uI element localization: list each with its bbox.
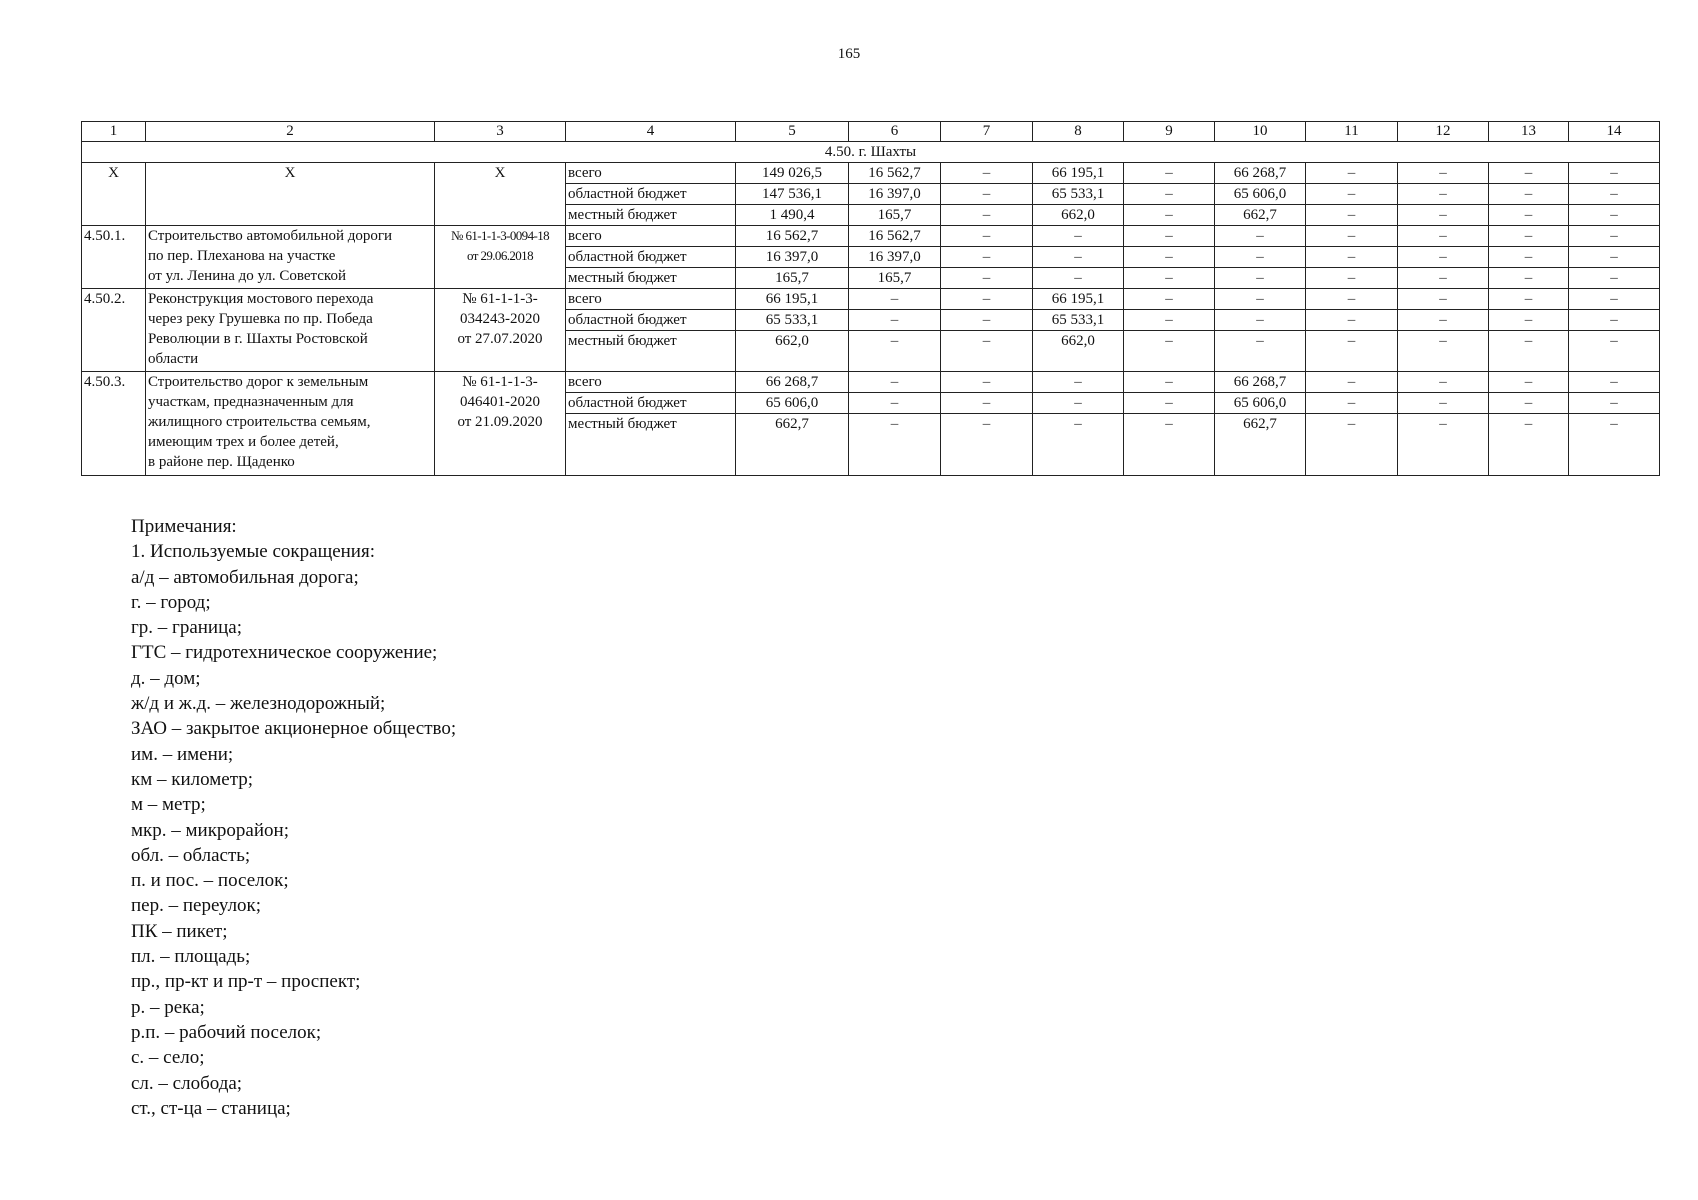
value-cell: – bbox=[941, 331, 1033, 372]
value-cell: – bbox=[1306, 372, 1398, 393]
abbreviation-line: а/д – автомобильная дорога; bbox=[131, 566, 359, 588]
header-cell: 6 bbox=[849, 122, 941, 142]
code-line: 046401-2020 bbox=[460, 394, 540, 410]
value-cell: – bbox=[1489, 184, 1569, 205]
code-line: № 61-1-1-3-0094-18 bbox=[451, 228, 549, 243]
value-cell: 66 268,7 bbox=[1215, 372, 1306, 393]
value-cell: – bbox=[1398, 372, 1489, 393]
value-cell: 66 195,1 bbox=[1033, 163, 1124, 184]
desc-line: через реку Грушевка по пр. Победа bbox=[148, 311, 373, 327]
abbreviation-line: р.п. – рабочий поселок; bbox=[131, 1021, 322, 1043]
value-cell: – bbox=[941, 163, 1033, 184]
value-cell: 662,7 bbox=[1215, 205, 1306, 226]
code-line: от 29.06.2018 bbox=[467, 248, 533, 263]
value-cell: – bbox=[1489, 268, 1569, 289]
desc-line: жилищного строительства семьям, bbox=[148, 414, 371, 430]
funding-type: всего bbox=[566, 372, 736, 393]
desc-line: области bbox=[148, 351, 199, 367]
value-cell: – bbox=[1124, 184, 1215, 205]
value-cell: – bbox=[1489, 414, 1569, 476]
value-cell: 16 397,0 bbox=[849, 184, 941, 205]
desc-line: Строительство автомобильной дороги bbox=[148, 228, 393, 244]
desc-line: Строительство дорог к земельным bbox=[148, 374, 369, 390]
header-cell: 10 bbox=[1215, 122, 1306, 142]
value-cell: – bbox=[941, 289, 1033, 310]
value-cell: – bbox=[1033, 372, 1124, 393]
desc-line: от ул. Ленина до ул. Советской bbox=[148, 268, 346, 284]
header-cell: 7 bbox=[941, 122, 1033, 142]
funding-type: областной бюджет bbox=[566, 247, 736, 268]
section-title: 4.50. г. Шахты bbox=[82, 142, 1660, 163]
value-cell: – bbox=[1569, 205, 1660, 226]
item-description bbox=[146, 372, 435, 476]
table-row bbox=[82, 163, 1660, 184]
value-cell: – bbox=[941, 372, 1033, 393]
funding-type: всего bbox=[566, 163, 736, 184]
code-line: № 61-1-1-3- bbox=[462, 291, 538, 307]
value-cell: – bbox=[1489, 310, 1569, 331]
value-cell: – bbox=[1569, 268, 1660, 289]
table-header bbox=[82, 122, 1660, 142]
value-cell: 165,7 bbox=[849, 268, 941, 289]
total-col2: Х bbox=[146, 163, 435, 226]
notes-subtitle: 1. Используемые сокращения: bbox=[131, 541, 375, 563]
value-cell: – bbox=[1033, 268, 1124, 289]
value-cell: – bbox=[1033, 247, 1124, 268]
table-body bbox=[82, 142, 1660, 476]
desc-line: по пер. Плеханова на участке bbox=[148, 248, 336, 264]
value-cell: – bbox=[1489, 393, 1569, 414]
funding-type: областной бюджет bbox=[566, 184, 736, 205]
item-description bbox=[146, 226, 435, 289]
value-cell: – bbox=[1569, 226, 1660, 247]
value-cell: – bbox=[1124, 226, 1215, 247]
table-row bbox=[82, 226, 1660, 247]
value-cell: 147 536,1 bbox=[736, 184, 849, 205]
header-cell: 8 bbox=[1033, 122, 1124, 142]
funding-type: всего bbox=[566, 226, 736, 247]
total-col3: Х bbox=[435, 163, 566, 226]
abbreviation-line: р. – река; bbox=[131, 996, 205, 1018]
value-cell: – bbox=[1306, 393, 1398, 414]
value-cell: 165,7 bbox=[736, 268, 849, 289]
header-cell: 14 bbox=[1569, 122, 1660, 142]
value-cell: 662,7 bbox=[1215, 414, 1306, 476]
value-cell: – bbox=[1124, 414, 1215, 476]
header-cell: 11 bbox=[1306, 122, 1398, 142]
value-cell: 65 533,1 bbox=[736, 310, 849, 331]
value-cell: – bbox=[1569, 372, 1660, 393]
abbreviation-line: им. – имени; bbox=[131, 743, 234, 765]
desc-line: Реконструкция мостового перехода bbox=[148, 291, 374, 307]
item-id: 4.50.2. bbox=[82, 289, 146, 372]
value-cell: – bbox=[1569, 289, 1660, 310]
value-cell: – bbox=[1306, 414, 1398, 476]
value-cell: – bbox=[849, 331, 941, 372]
abbreviation-line: г. – город; bbox=[131, 591, 211, 613]
value-cell: – bbox=[1124, 331, 1215, 372]
abbreviation-line: пер. – переулок; bbox=[131, 895, 262, 917]
header-cell: 3 bbox=[435, 122, 566, 142]
abbreviation-line: д. – дом; bbox=[131, 667, 201, 689]
value-cell: – bbox=[1489, 205, 1569, 226]
header-row bbox=[82, 122, 1660, 142]
abbreviation-line: ст., ст-ца – станица; bbox=[131, 1097, 291, 1119]
value-cell: – bbox=[1398, 247, 1489, 268]
value-cell: – bbox=[1124, 247, 1215, 268]
value-cell: – bbox=[1124, 268, 1215, 289]
value-cell: – bbox=[1215, 310, 1306, 331]
value-cell: – bbox=[1569, 414, 1660, 476]
value-cell: – bbox=[1569, 331, 1660, 372]
value-cell: – bbox=[1033, 393, 1124, 414]
item-id: 4.50.3. bbox=[82, 372, 146, 476]
header-cell: 9 bbox=[1124, 122, 1215, 142]
value-cell: 662,0 bbox=[1033, 205, 1124, 226]
notes-title: Примечания: bbox=[131, 516, 237, 537]
value-cell: – bbox=[849, 310, 941, 331]
value-cell: – bbox=[849, 414, 941, 476]
budget-table bbox=[81, 121, 1660, 476]
notes-section bbox=[131, 514, 456, 1121]
total-col1: Х bbox=[82, 163, 146, 226]
value-cell: – bbox=[941, 393, 1033, 414]
value-cell: – bbox=[1215, 226, 1306, 247]
abbreviation-line: ПК – пикет; bbox=[131, 920, 228, 942]
value-cell: – bbox=[1306, 163, 1398, 184]
value-cell: – bbox=[1124, 393, 1215, 414]
value-cell: – bbox=[1398, 331, 1489, 372]
value-cell: – bbox=[1124, 289, 1215, 310]
value-cell: – bbox=[1306, 289, 1398, 310]
value-cell: 66 268,7 bbox=[736, 372, 849, 393]
item-description bbox=[146, 289, 435, 372]
value-cell: – bbox=[1215, 331, 1306, 372]
value-cell: 16 562,7 bbox=[849, 163, 941, 184]
value-cell: – bbox=[1569, 310, 1660, 331]
value-cell: – bbox=[1569, 184, 1660, 205]
value-cell: 16 562,7 bbox=[849, 226, 941, 247]
value-cell: 16 562,7 bbox=[736, 226, 849, 247]
value-cell: 66 195,1 bbox=[1033, 289, 1124, 310]
value-cell: – bbox=[1489, 163, 1569, 184]
code-line: от 21.09.2020 bbox=[457, 414, 543, 430]
value-cell: – bbox=[1306, 247, 1398, 268]
value-cell: 16 397,0 bbox=[736, 247, 849, 268]
value-cell: – bbox=[941, 310, 1033, 331]
code-line: № 61-1-1-3- bbox=[462, 374, 538, 390]
value-cell: – bbox=[1489, 226, 1569, 247]
value-cell: – bbox=[941, 247, 1033, 268]
value-cell: – bbox=[849, 372, 941, 393]
value-cell: 149 026,5 bbox=[736, 163, 849, 184]
abbreviation-line: ГТС – гидротехническое сооружение; bbox=[131, 642, 438, 664]
value-cell: – bbox=[1398, 268, 1489, 289]
item-code bbox=[435, 372, 566, 476]
value-cell: – bbox=[1306, 226, 1398, 247]
value-cell: – bbox=[1489, 247, 1569, 268]
value-cell: – bbox=[1215, 268, 1306, 289]
value-cell: – bbox=[1398, 414, 1489, 476]
value-cell: 66 268,7 bbox=[1215, 163, 1306, 184]
table-row bbox=[82, 372, 1660, 393]
value-cell: – bbox=[1306, 310, 1398, 331]
value-cell: – bbox=[941, 205, 1033, 226]
abbreviation-line: ж/д и ж.д. – железнодорожный; bbox=[131, 693, 386, 715]
value-cell: – bbox=[1489, 372, 1569, 393]
item-id: 4.50.1. bbox=[82, 226, 146, 289]
abbreviation-line: пр., пр-кт и пр-т – проспект; bbox=[131, 971, 361, 993]
value-cell: 662,0 bbox=[736, 331, 849, 372]
value-cell: – bbox=[1033, 414, 1124, 476]
section-row bbox=[82, 142, 1660, 163]
abbreviation-line: мкр. – микрорайон; bbox=[131, 819, 289, 841]
header-cell: 13 bbox=[1489, 122, 1569, 142]
funding-type: всего bbox=[566, 289, 736, 310]
value-cell: – bbox=[1306, 268, 1398, 289]
value-cell: – bbox=[1569, 247, 1660, 268]
value-cell: – bbox=[941, 268, 1033, 289]
funding-type: областной бюджет bbox=[566, 310, 736, 331]
value-cell: – bbox=[1489, 331, 1569, 372]
funding-type: местный бюджет bbox=[566, 268, 736, 289]
header-cell: 4 bbox=[566, 122, 736, 142]
value-cell: – bbox=[1398, 205, 1489, 226]
value-cell: 66 195,1 bbox=[736, 289, 849, 310]
desc-line: имеющим трех и более детей, bbox=[148, 434, 339, 450]
abbreviation-line: с. – село; bbox=[131, 1047, 205, 1069]
value-cell: 65 606,0 bbox=[1215, 184, 1306, 205]
value-cell: – bbox=[1398, 184, 1489, 205]
value-cell: – bbox=[1215, 247, 1306, 268]
funding-type: местный бюджет bbox=[566, 414, 736, 476]
value-cell: – bbox=[849, 393, 941, 414]
value-cell: – bbox=[1124, 205, 1215, 226]
desc-line: в районе пер. Щаденко bbox=[148, 454, 295, 470]
value-cell: – bbox=[1124, 372, 1215, 393]
value-cell: – bbox=[941, 414, 1033, 476]
value-cell: – bbox=[1398, 289, 1489, 310]
header-cell: 1 bbox=[82, 122, 146, 142]
value-cell: – bbox=[1398, 393, 1489, 414]
table-row bbox=[82, 289, 1660, 310]
abbreviation-line: п. и пос. – поселок; bbox=[131, 870, 289, 892]
abbreviation-line: м – метр; bbox=[131, 794, 206, 816]
value-cell: – bbox=[1306, 331, 1398, 372]
abbreviation-line: пл. – площадь; bbox=[131, 946, 251, 968]
value-cell: 16 397,0 bbox=[849, 247, 941, 268]
value-cell: 1 490,4 bbox=[736, 205, 849, 226]
desc-line: участкам, предназначенным для bbox=[148, 394, 354, 410]
value-cell: – bbox=[1569, 393, 1660, 414]
funding-type: областной бюджет bbox=[566, 393, 736, 414]
header-cell: 2 bbox=[146, 122, 435, 142]
value-cell: – bbox=[1306, 184, 1398, 205]
abbreviation-line: обл. – область; bbox=[131, 844, 251, 866]
item-code bbox=[435, 289, 566, 372]
value-cell: – bbox=[1033, 226, 1124, 247]
abbreviation-line: гр. – граница; bbox=[131, 617, 242, 639]
abbreviation-line: сл. – слобода; bbox=[131, 1072, 243, 1094]
value-cell: 65 533,1 bbox=[1033, 310, 1124, 331]
header-cell: 12 bbox=[1398, 122, 1489, 142]
value-cell: – bbox=[1215, 289, 1306, 310]
value-cell: 65 606,0 bbox=[1215, 393, 1306, 414]
value-cell: 165,7 bbox=[849, 205, 941, 226]
value-cell: – bbox=[941, 226, 1033, 247]
value-cell: 662,0 bbox=[1033, 331, 1124, 372]
value-cell: – bbox=[1489, 289, 1569, 310]
value-cell: – bbox=[1398, 226, 1489, 247]
code-line: от 27.07.2020 bbox=[457, 331, 543, 347]
value-cell: – bbox=[1124, 163, 1215, 184]
page-number: 165 bbox=[837, 46, 861, 62]
funding-type: местный бюджет bbox=[566, 331, 736, 372]
desc-line: Революции в г. Шахты Ростовской bbox=[148, 331, 368, 347]
value-cell: – bbox=[1398, 310, 1489, 331]
code-line: 034243-2020 bbox=[460, 311, 540, 327]
funding-type: местный бюджет bbox=[566, 205, 736, 226]
value-cell: – bbox=[941, 184, 1033, 205]
value-cell: – bbox=[1398, 163, 1489, 184]
abbreviation-line: км – километр; bbox=[131, 768, 254, 790]
value-cell: 662,7 bbox=[736, 414, 849, 476]
value-cell: – bbox=[849, 289, 941, 310]
value-cell: – bbox=[1124, 310, 1215, 331]
item-code bbox=[435, 226, 566, 289]
value-cell: – bbox=[1306, 205, 1398, 226]
abbreviation-line: ЗАО – закрытое акционерное общество; bbox=[131, 718, 457, 740]
header-cell: 5 bbox=[736, 122, 849, 142]
value-cell: – bbox=[1569, 163, 1660, 184]
value-cell: 65 606,0 bbox=[736, 393, 849, 414]
value-cell: 65 533,1 bbox=[1033, 184, 1124, 205]
